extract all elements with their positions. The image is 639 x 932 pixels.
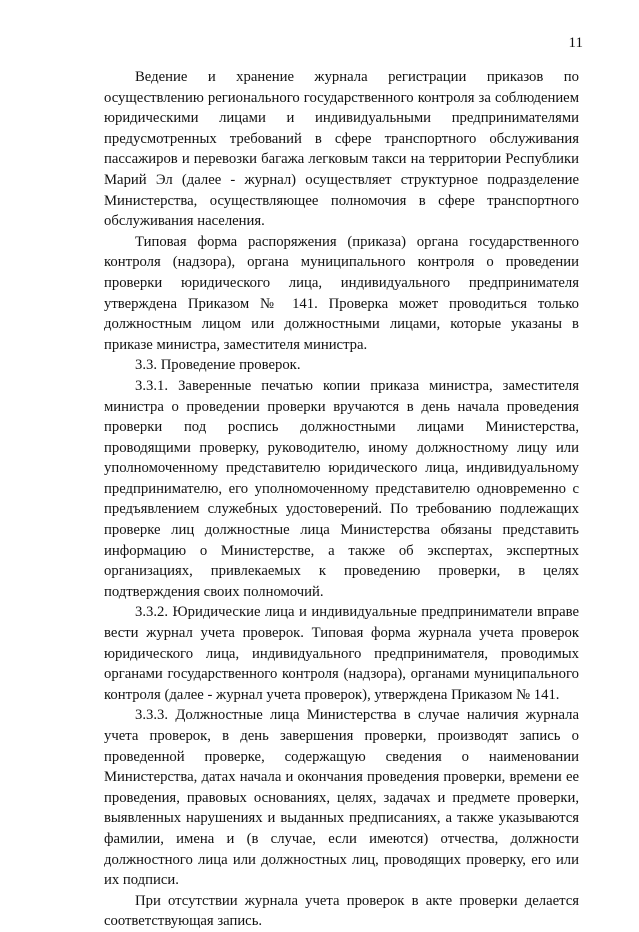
paragraph-no-journal: При отсутствии журнала учета проверок в акте проверки делается соответствующая запись. xyxy=(104,892,579,930)
paragraph-3-3-1: 3.3.1. Заверенные печатью копии приказа министра, заместителя министра о проведении проверки вручаются в день начала проведения проверки под роспись должностными лицами Министерства, проводящими проверку, руководителю, иному должностному лицу или уполномоченному представителю юридического лица, индивидуальному предпринимателю, его уполномоченному представителю одновременно с предъявлением служебных удостоверений. По требованию подлежащих проверке лиц должностные лица Министерства обязаны представить информацию о Министерстве, а также об экспертах, экспертных организациях, привлекаемых к проведению проверки, в целях подтверждения своих полномочий. xyxy=(104,377,579,600)
paragraph-order-form: Типовая форма распоряжения (приказа) органа государственного контроля (надзора), органа муниципального контроля о проведении проверки юридического лица, индивидуального предпринимателя утверждена Приказом № 141. Проверка может проводиться только должностным лицом или должностными лицами, которые указаны в приказе министра, заместителя министра. xyxy=(104,233,579,353)
section-heading-inspections: 3.3. Проведение проверок. xyxy=(135,357,301,374)
paragraph-3-3-3: 3.3.3. Должностные лица Министерства в случае наличия журнала учета проверок, в день завершения проверки, производят запись о проведенной проверке, содержащую сведения о наименовании Министерства, датах начала и окончания проведения проверки, времени ее проведения, правовых основаниях, целях, задачах и предмете проверки, выявленных нарушениях и выданных предписаниях, а также указываются фамилии, имена и (в случае, если имеются) отчества, должности должностного лица или должностных лиц, проводящих проверку, его или их подписи. xyxy=(104,707,579,889)
paragraph-journal-registration: Ведение и хранение журнала регистрации приказов по осуществлению регионального государственного контроля за соблюдением юридическими лицами и индивидуальными предпринимателями предусмотренных требований в сфере транспортного обслуживания пассажиров и перевозки багажа легковым такси на территории Республики Марий Эл (далее - журнал) осуществляет структурное подразделение Министерства, осуществляющее полномочия в сфере транспортного обслуживания населения. xyxy=(104,69,579,230)
document-body xyxy=(104,67,579,932)
paragraph-3-3-2: 3.3.2. Юридические лица и индивидуальные предприниматели вправе вести журнал учета проверок. Типовая форма журнала учета проверок юридического лица, индивидуального предпринимателя, проводимых органами государственного контроля (надзора), органами муниципального контроля (далее - журнал учета проверок), утверждена Приказом № 141. xyxy=(104,604,579,703)
page-number: 11 xyxy=(568,35,583,51)
